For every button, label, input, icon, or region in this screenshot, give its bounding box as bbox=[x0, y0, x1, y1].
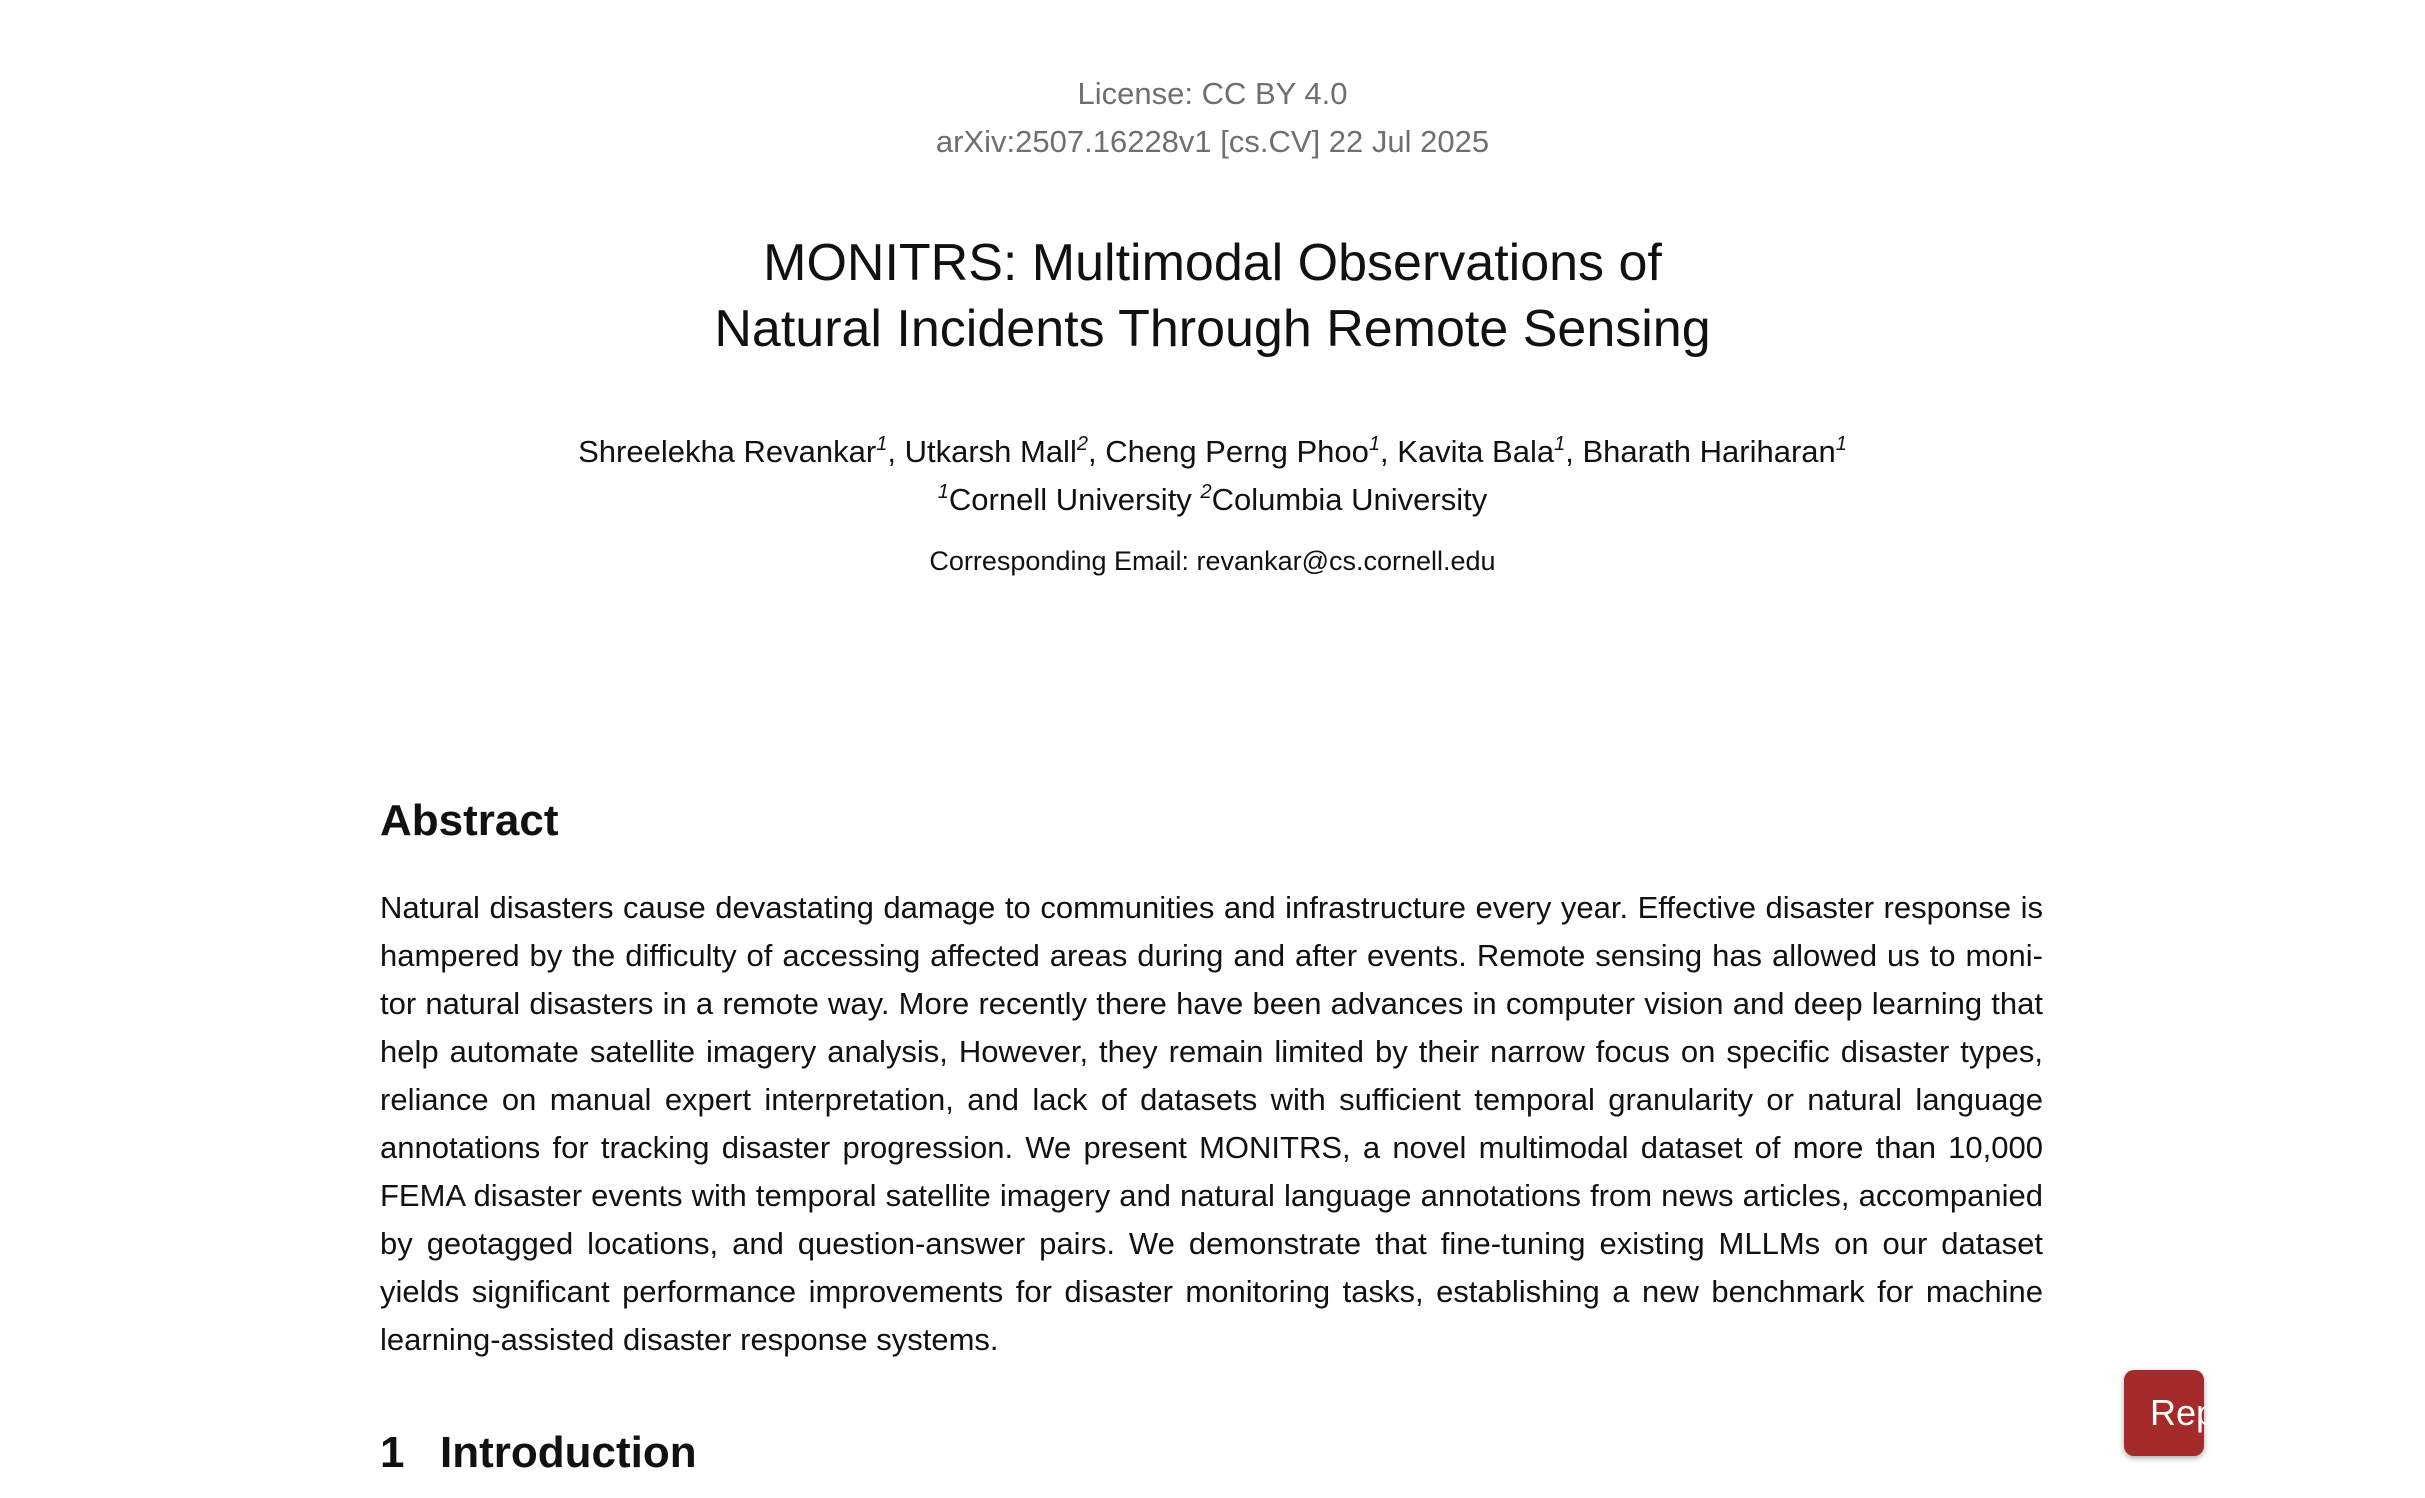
introduction-heading bbox=[380, 1428, 697, 1478]
arxiv-identifier: arXiv:2507.16228v1 [cs.CV] 22 Jul 2025 bbox=[935, 124, 1490, 159]
corresponding-email: Corresponding Email: revankar@cs.cornell.edu bbox=[929, 546, 1496, 576]
paper-title bbox=[0, 230, 2425, 362]
affiliation-mark: 2 bbox=[1200, 481, 1212, 503]
paper-title-line-1: MONITRS: Multimodal Observations of bbox=[763, 234, 1662, 292]
author-affiliation-mark: 1 bbox=[1835, 433, 1847, 455]
section-number: 1 bbox=[380, 1428, 405, 1477]
author-name: Bharath Hariharan bbox=[1582, 434, 1836, 469]
paper-title-line-2: Natural Incidents Through Remote Sensing bbox=[714, 300, 1711, 358]
author-name: Kavita Bala bbox=[1397, 434, 1555, 469]
author-affiliation-mark: 1 bbox=[876, 433, 888, 455]
section-title: Introduction bbox=[440, 1428, 697, 1477]
author-affiliation-mark: 2 bbox=[1076, 433, 1088, 455]
affiliation-name: Cornell University bbox=[948, 482, 1192, 517]
author-separator: , bbox=[1087, 434, 1106, 469]
author-name: Shreelekha Revankar bbox=[578, 434, 877, 469]
author-separator: , bbox=[1565, 434, 1583, 469]
author-affiliation-mark: 1 bbox=[1554, 433, 1566, 455]
license-text: License: CC BY 4.0 bbox=[1077, 76, 1348, 111]
author-name: Cheng Perng Phoo bbox=[1105, 434, 1369, 469]
affiliation-name: Columbia University bbox=[1211, 482, 1488, 517]
author-name: Utkarsh Mall bbox=[904, 434, 1077, 469]
report-issue-button[interactable]: Report Issue bbox=[2124, 1370, 2204, 1456]
abstract-body: Natural disasters cause devastating damage to communities and infrastructure every year. Effective disaster response is hampered by the difficulty of accessing affected areas during and after events. Remote sensing has allowed us to monitor natural disasters in a remote way. More recently there have been advances in computer vision and deep learning that help automate satellite imagery analysis, However, they remain limited by their narrow focus on specific disaster types, reliance on manual expert interpretation, and lack of datasets with sufficient temporal granularity or natural language annotations for tracking disaster progression. We present MONITRS, a novel multimodal dataset of more than 10,000 FEMA disaster events with temporal satellite imagery and natural language annotations from news articles, accompanied by geotagged locations, and question-answer pairs. We demonstrate that fine-tuning existing MLLMs on our dataset yields significant performance improvements for disaster monitoring tasks, establishing a new benchmark for machine learning-assisted disaster response systems. bbox=[380, 890, 2043, 1357]
author-affiliation-mark: 1 bbox=[1368, 433, 1381, 455]
affiliation-mark: 1 bbox=[937, 481, 949, 503]
author-separator: , bbox=[887, 434, 905, 469]
affiliation-list bbox=[0, 476, 2425, 524]
abstract-heading: Abstract bbox=[380, 796, 559, 845]
author-separator: , bbox=[1380, 434, 1398, 469]
author-list bbox=[0, 428, 2425, 476]
